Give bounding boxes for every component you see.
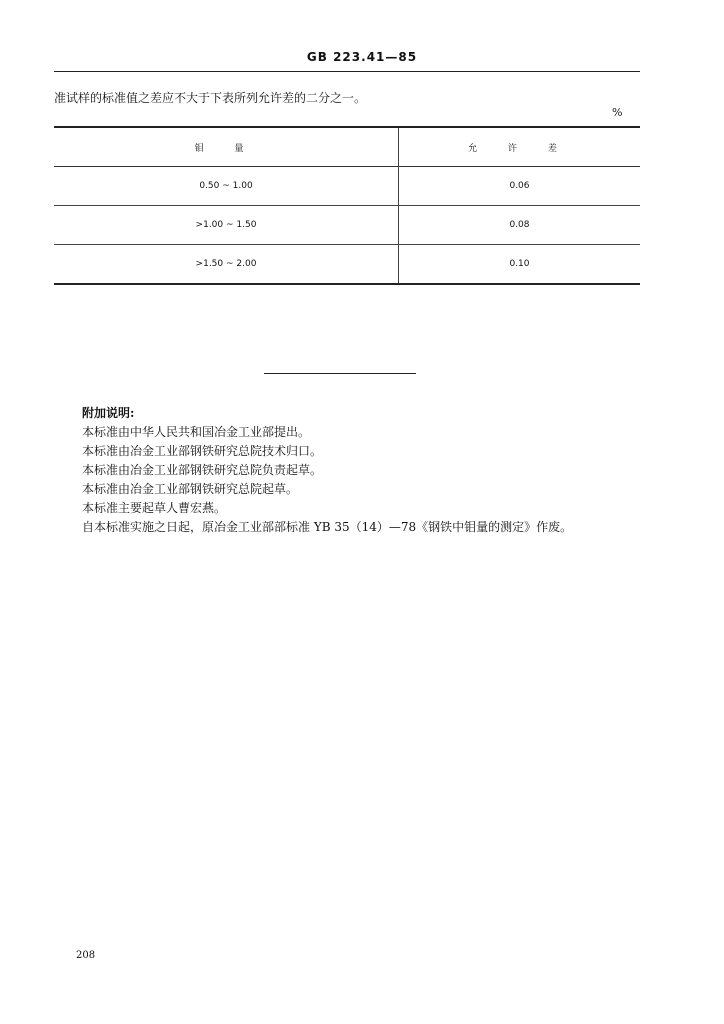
intro-paragraph: 准试样的标准值之差应不大于下表所列允许差的二分之一。 bbox=[54, 91, 367, 105]
standard-code-header: GB 223.41—85 bbox=[306, 50, 418, 64]
note-line: 本标准由冶金工业部钢铁研究总院起草。 bbox=[82, 482, 299, 496]
unit-label: % bbox=[612, 106, 623, 119]
note-line: 自本标准实施之日起，原冶金工业部部标准 YB 35（14）—78《钢铁中钼量的测定》作废。 bbox=[82, 520, 573, 534]
note-line: 本标准主要起草人曹宏燕。 bbox=[82, 501, 227, 515]
tolerance-table bbox=[54, 126, 640, 285]
note-line: 本标准由冶金工业部钢铁研究总院负责起草。 bbox=[82, 463, 323, 477]
table-header-row bbox=[54, 127, 640, 167]
header-divider bbox=[54, 71, 640, 72]
note-line: 本标准由冶金工业部钢铁研究总院技术归口。 bbox=[82, 444, 323, 458]
column-header-tolerance: 允 许 差 bbox=[468, 143, 571, 154]
table-cell-range: >1.50 ~ 2.00 bbox=[54, 245, 399, 285]
page-number: 208 bbox=[76, 950, 96, 961]
table-cell-tolerance: 0.06 bbox=[509, 181, 530, 191]
notes-title: 附加说明: bbox=[82, 406, 135, 420]
table-cell-range: >1.00 ~ 1.50 bbox=[54, 206, 399, 245]
table-cell-tolerance: 0.08 bbox=[509, 220, 530, 230]
section-end-rule bbox=[264, 373, 416, 374]
table-row bbox=[54, 206, 640, 245]
additional-notes bbox=[82, 404, 572, 537]
table-row bbox=[54, 167, 640, 206]
column-header-molybdenum: 钼 量 bbox=[54, 127, 399, 167]
note-line: 本标准由中华人民共和国冶金工业部提出。 bbox=[82, 425, 311, 439]
table-cell-tolerance: 0.10 bbox=[509, 259, 530, 269]
table-cell-range: 0.50 ~ 1.00 bbox=[54, 167, 399, 206]
table-row bbox=[54, 245, 640, 285]
